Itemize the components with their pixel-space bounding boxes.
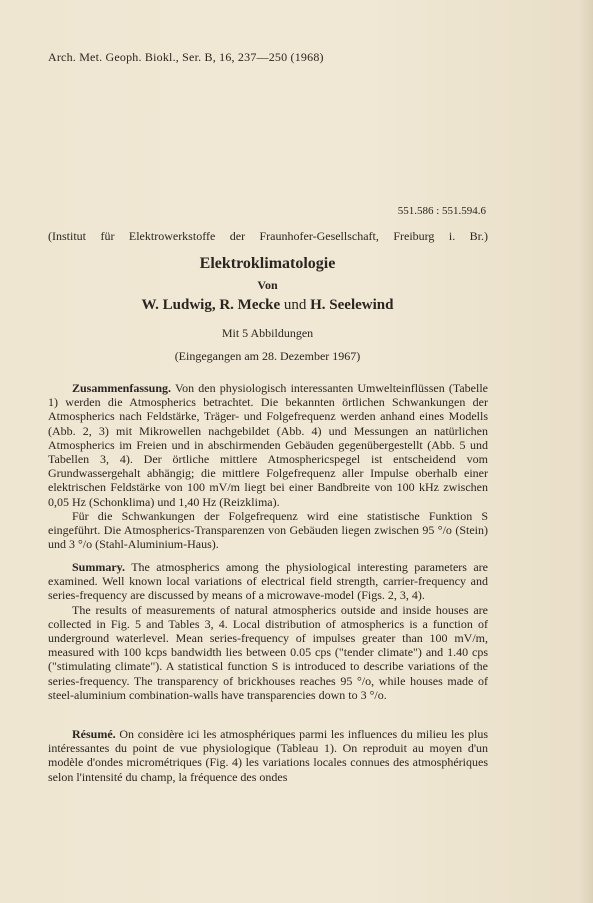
abstract-french-label: Résumé.	[72, 727, 116, 741]
institute-affiliation: (Institut für Elektrowerkstoffe der Fraunhofer-Gesellschaft, Freiburg i. Br.)	[48, 229, 488, 243]
abstract-french	[48, 727, 488, 784]
abstract-german-paragraph-1	[48, 381, 488, 509]
abstract-english-paragraph-2: The results of measurements of natural atmospherics outside and inside houses are collected in Fig. 5 and Tables 3, 4. Local distribution of atmospherics is a function of underground waterlevel. Mean series-frequency of impulses greater than 100 mV/m, measured with 100 kcps bandwidth lies between 0.05 cps ("tender climate") and 1.40 cps ("stimulating climate"). A statistical function S is introduced to describe variations of the series-frequency. The transparency of brickhouses reaches 95 °/o, while houses made of steel-aluminium combination-walls have transparencies down to 3 °/o.	[48, 602, 488, 702]
author-conjunction: und	[280, 297, 311, 313]
paper-edge-shadow	[579, 0, 593, 903]
received-date: (Eingegangen am 28. Dezember 1967)	[174, 349, 361, 363]
abstract-german-text-1: Von den physiologisch interessanten Umwelteinflüssen (Tabelle 1) werden die Atmospherics betrachtet. Die bekannten örtlichen Schwankungen der Atmospherics nach Feldstärke, Träger- und Folgefrequenz werden anhand eines Modells (Abb. 2, 3) mit Mikrowellen nachgebildet (Abb. 4) und Messungen an natürlichen Atmospherics im Freien und in abschirmenden Gebäuden gegenübergestellt (Abb. 5 und Tabellen 3, 4). Der örtliche mittlere Atmosphericspegel ist entscheidend vom Grundwassergehalt abhängig; die mittlere Folgefrequenz aller Impulse oberhalb einer elektrischen Feldstärke von 100 mV/m liegt bei einer Bandbreite von 100 kHz zwischen 0,05 Hz (Schonklima) und 1,40 Hz (Reizklima).	[48, 381, 488, 509]
journal-reference: Arch. Met. Geoph. Biokl., Ser. B, 16, 237—250 (1968)	[48, 50, 324, 64]
paper-title: Elektroklimatologie	[199, 255, 336, 272]
abstract-french-paragraph-1	[48, 727, 488, 784]
abstract-english-text-1: The atmospherics among the physiological interesting parameters are examined. Well known local variations of electrical field strength, carrier-frequency and series-frequency are discussed by means of a microwave-model (Figs. 2, 3, 4).	[48, 560, 488, 603]
udc-classification: 551.586 : 551.594.6	[397, 205, 486, 217]
author-names-first: W. Ludwig, R. Mecke	[141, 297, 281, 313]
by-line: Von	[257, 278, 278, 292]
abstract-english-paragraph-1	[48, 560, 488, 603]
abstract-german-label: Zusammenfassung.	[72, 381, 172, 395]
abstract-german-paragraph-2: Für die Schwankungen der Folgefrequenz wird eine statistische Funktion S eingeführt. Die Atmospherics-Transparenzen von Gebäuden liegen zwischen 95 °/o (Stein) und 3 °/o (Stahl-Aluminium-Haus).	[48, 508, 488, 552]
abstract-english-label: Summary.	[72, 560, 126, 574]
author-list	[0, 297, 535, 314]
abstract-english	[48, 560, 488, 702]
figure-count: Mit 5 Abbildungen	[221, 326, 314, 340]
author-names-last: H. Seelewind	[310, 297, 394, 313]
abstract-german	[48, 381, 488, 551]
abstract-french-text-1: On considère ici les atmosphériques parmi les influences du milieu les plus intéressantes du point de vue physiologique (Tableau 1). On reproduit au moyen d'un modèle d'ondes micrométriques (Fig. 4) les variations locales connues des atmosphériques selon l'intensité du champ, la fréquence des ondes	[48, 727, 488, 784]
